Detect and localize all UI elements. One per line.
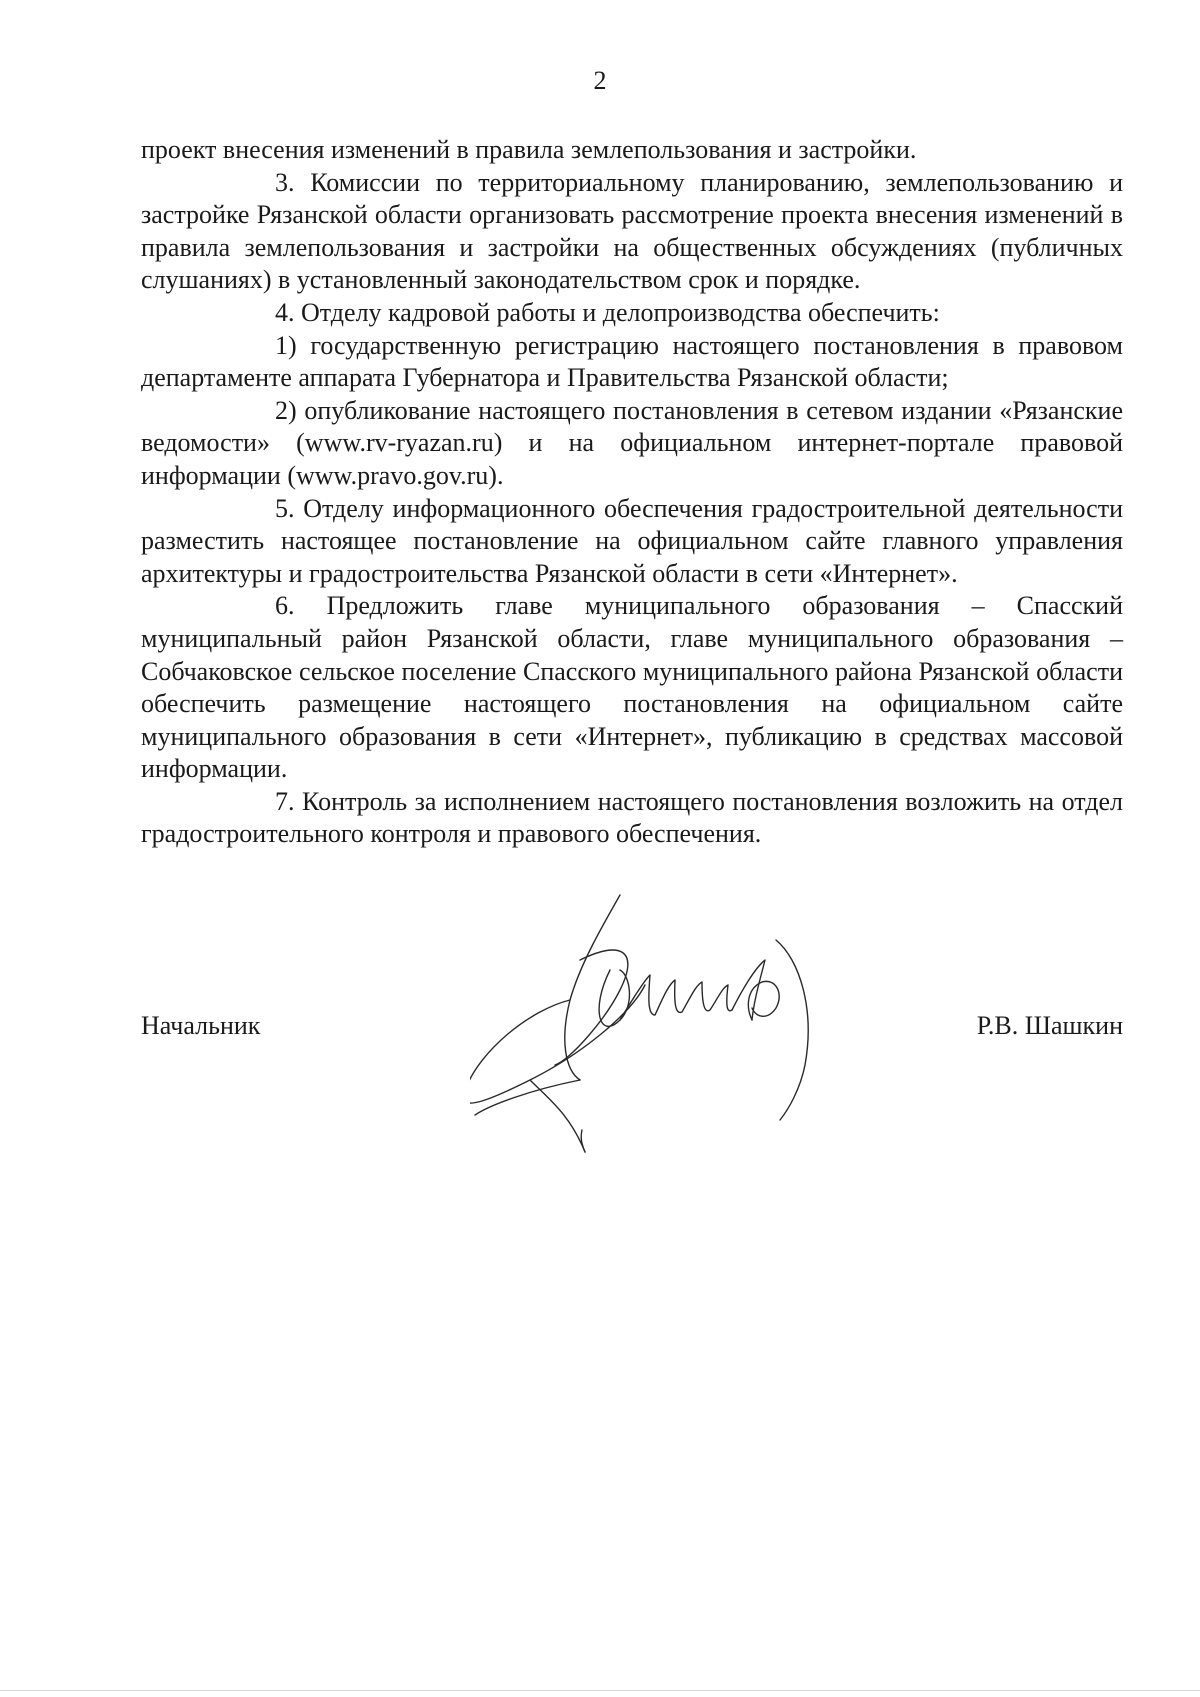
paragraph-text: Отделу кадровой работы и делопроизводства обеспечить: [301, 297, 940, 327]
item-number: 2) [275, 395, 297, 425]
paragraph-text: Отделу информационного обеспечения градостроительной деятельности разместить настоящее постановление на официальном сайте главного управления архитектуры и градостроительства Рязанской области в сети «Интернет». [141, 493, 1123, 588]
item-number: 3. [275, 167, 295, 197]
page-number: 2 [593, 66, 607, 95]
handwritten-signature [470, 890, 850, 1160]
signatory-name: Р.В. Шашкин [976, 1011, 1123, 1040]
paragraph-text: Контроль за исполнением настоящего постановления возложить на отдел градостроительного контроля и правового обеспечения. [141, 786, 1123, 849]
item-number: 6. [275, 591, 295, 621]
paragraph-subitem-1 [141, 330, 1123, 395]
item-number: 1) [275, 330, 297, 360]
item-number: 4. [275, 297, 295, 327]
document-body [141, 134, 1123, 851]
paragraph-text: Предложить главе муниципального образования – Спасский муниципальный район Рязанской области, главе муниципального образования – Собчаковское сельское поселение Спасского муниципального района Рязанской области обеспечить размещение настоящего постановления на официальном сайте муниципального образования в сети «Интернет», публикацию в средствах массовой информации. [141, 591, 1124, 784]
page-edge [0, 1690, 1200, 1691]
paragraph-item-3 [141, 167, 1123, 297]
paragraph-item-6 [141, 590, 1123, 786]
paragraph-subitem-2 [141, 395, 1123, 493]
paragraph-item-4 [141, 297, 1123, 330]
item-number: 7. [275, 786, 295, 816]
paragraph-item-7 [141, 786, 1123, 851]
paragraph-text: Комиссии по территориальному планированию, землепользованию и застройке Рязанской области организовать рассмотрение проекта внесения изменений в правила землепользования и застройки на общественных обсуждениях (публичных слушаниях) в установленный законодательством срок и порядке. [141, 167, 1123, 295]
paragraph-continuation [141, 134, 1123, 167]
paragraph-item-5 [141, 493, 1123, 591]
paragraph-text: опубликование настоящего постановления в сетевом издании «Рязанские ведомости» (www.rv-ryazan.ru) и на официальном интернет-портале правовой информации (www.pravo.gov.ru). [141, 395, 1124, 490]
item-number: 5. [275, 493, 295, 523]
paragraph-text: проект внесения изменений в правила землепользования и застройки. [141, 135, 917, 164]
signatory-title: Начальник [141, 1011, 261, 1040]
paragraph-text: государственную регистрацию настоящего постановления в правовом департаменте аппарата Губернатора и Правительства Рязанской области; [141, 330, 1124, 393]
